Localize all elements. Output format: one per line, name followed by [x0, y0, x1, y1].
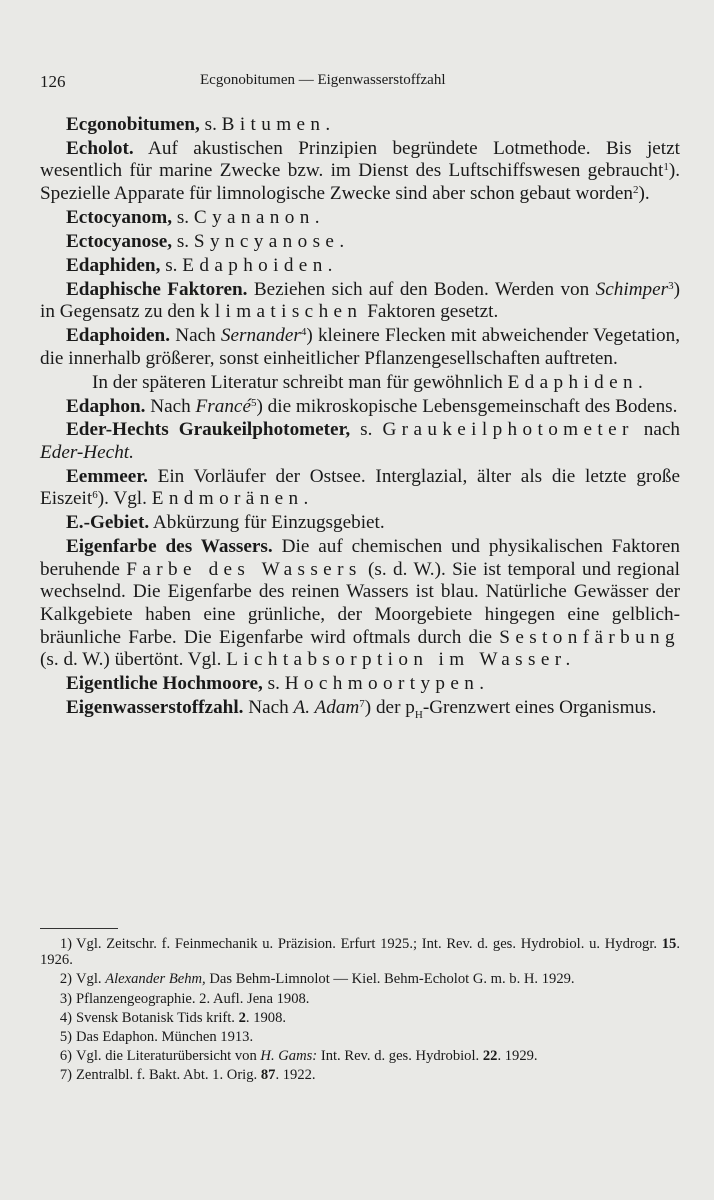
- headword: Eemmeer.: [66, 465, 148, 487]
- entry-ectocyanose: Ectocyanose, s. Syncyanose.: [66, 230, 350, 252]
- headword: E.-Gebiet.: [66, 512, 150, 534]
- entry-ecgonobitumen: Ecgonobitumen, s. Bitumen.: [66, 114, 336, 135]
- author-name: Schimper: [595, 278, 669, 300]
- entry-e-gebiet: E.-Gebiet. Abkürzung für Einzugsgebiet.: [66, 512, 385, 534]
- entry-edaphoiden: Edaphoiden. Nach Sernander$^4$) kleinere Flecken mit abweichender Vegetation, die innerhalb größerer, sonst einheitlicher Pflanzengesellschaften auftreten.: [40, 325, 680, 369]
- headword: Eder-Hechts Graukeilphotometer,: [66, 419, 351, 441]
- footnote-rule: [40, 928, 118, 929]
- headword: Edaphoiden.: [66, 325, 170, 347]
- entry-eigenfarbe: Eigenfarbe des Wassers. Die auf chemischen und physikalischen Faktoren beruhende Farbe des Wassers (s. d. W.). Sie ist temporal und regional wechselnd. Die Eigenfarbe des reinen Wassers ist blau. Natürliche Gewässer der Kalkgebiete haben eine grünliche, der Moorgebiete hingegen eine gelblich-bräunliche Farbe. Die Eigenfarbe wird oftmals durch die Sestonfärbung (s. d. W.) übertönt. Vgl. Lichtabsorption im Wasser.: [40, 536, 681, 671]
- author-name: Francé: [195, 395, 251, 417]
- headword: Ectocyanose,: [66, 230, 173, 252]
- page-number: 126: [40, 72, 66, 91]
- cross-reference: Edaphiden.: [507, 371, 649, 393]
- cross-reference: Endmoränen.: [151, 488, 314, 510]
- author-name: Sernander: [220, 325, 301, 347]
- footnotes: [40, 936, 680, 1087]
- cross-reference: Farbe des Wassers: [126, 558, 362, 580]
- dictionary-body: [40, 114, 680, 721]
- cross-reference: Graukeilphotometer: [382, 419, 634, 441]
- entry-edaphon: Edaphon. Nach Francé$^5$) die mikroskopische Lebensgemeinschaft des Bodens.: [66, 395, 678, 417]
- headword: Edaphische Faktoren.: [66, 278, 248, 300]
- headword: Ecgonobitumen,: [66, 114, 200, 135]
- cross-reference: klimatischen: [199, 301, 363, 323]
- entry-eder-hechts: Eder-Hechts Graukeilphotometer, s. Graukeilphotometer nach Eder-Hecht.: [40, 419, 680, 463]
- cross-reference: Syncyanose.: [193, 230, 350, 252]
- headword: Ectocyanom,: [66, 206, 173, 228]
- headword: Eigenfarbe des Wassers.: [66, 536, 273, 558]
- cross-reference: Bitumen.: [221, 114, 336, 135]
- footnote-3: 3) Pflanzengeographie. 2. Aufl. Jena 1908.: [59, 990, 310, 1007]
- author-name: Eder-Hecht.: [40, 441, 134, 463]
- cross-reference: Cyananon.: [193, 206, 325, 228]
- footnote-4: 4) Svensk Botanisk Tids krift. 2. 1908.: [59, 1009, 287, 1026]
- headword: Edaphon.: [66, 395, 146, 417]
- page-header: [40, 72, 684, 92]
- footnote-7: 7) Zentralbl. f. Bakt. Abt. 1. Orig. 87. 1922.: [59, 1067, 316, 1084]
- footnote-5: 5) Das Edaphon. München 1913.: [59, 1029, 254, 1046]
- headword: Eigenwasserstoffzahl.: [66, 697, 244, 718]
- entry-ectocyanom: Ectocyanom, s. Cyananon.: [66, 206, 325, 228]
- running-title: Ecgonobitumen — Eigenwasserstoffzahl: [200, 72, 446, 88]
- entry-eemmeer: Eemmeer. Ein Vorläufer der Ostsee. Interglazial, älter als die letzte große Eiszeit$^6$). Vgl. Endmoränen.: [40, 465, 681, 510]
- footnote-2: 2) Vgl. Alexander Behm, Das Behm-Limnolot — Kiel. Behm-Echolot G. m. b. H. 1929.: [59, 971, 575, 988]
- cross-reference: Hochmoortypen.: [284, 673, 490, 695]
- headword: Eigentliche Hochmoore,: [66, 673, 263, 695]
- cross-reference: Edaphoiden.: [182, 254, 338, 276]
- entry-eigenwasserstoffzahl: Eigenwasserstoffzahl. Nach A. Adam$^7$) der $p_H$-Grenzwert eines Organismus.: [66, 697, 657, 721]
- headword: Edaphiden,: [66, 254, 161, 276]
- cross-reference: Sestonfärbung: [499, 626, 680, 648]
- entry-edaphische-faktoren: Edaphische Faktoren. Beziehen sich auf den Boden. Werden von Schimper$^3$) in Gegensatz zu den klimatischen Faktoren gesetzt.: [40, 278, 681, 323]
- entry-edaphiden: Edaphiden, s. Edaphoiden.: [66, 254, 338, 276]
- entry-edaphoiden-continuation: In der späteren Literatur schreibt man für gewöhnlich Edaphiden.: [92, 371, 649, 393]
- footnote-6: 6) Vgl. die Literaturübersicht von H. Gams: Int. Rev. d. ges. Hydrobiol. 22. 1929.: [59, 1048, 538, 1065]
- author-name: A. Adam: [293, 697, 360, 718]
- cross-reference: Lichtabsorption im Wasser.: [226, 649, 576, 671]
- headword: Echolot.: [66, 137, 134, 159]
- entry-eigentliche-hochmoore: Eigentliche Hochmoore, s. Hochmoortypen.: [66, 673, 490, 695]
- footnote-1: 1) Vgl. Zeitschr. f. Feinmechanik u. Präzision. Erfurt 1925.; Int. Rev. d. ges. Hydrobiol. u. Hydrogr. 15. 1926.: [40, 936, 680, 969]
- entry-echolot: Echolot. Auf akustischen Prinzipien begründete Lotmethode. Bis jetzt wesentlich für marine Zwecke bzw. im Dienst des Luftschiffswesen gebraucht$^1$). Spezielle Apparate für limnologische Zwecke sind aber schon gebaut worden$^2$).: [40, 137, 680, 205]
